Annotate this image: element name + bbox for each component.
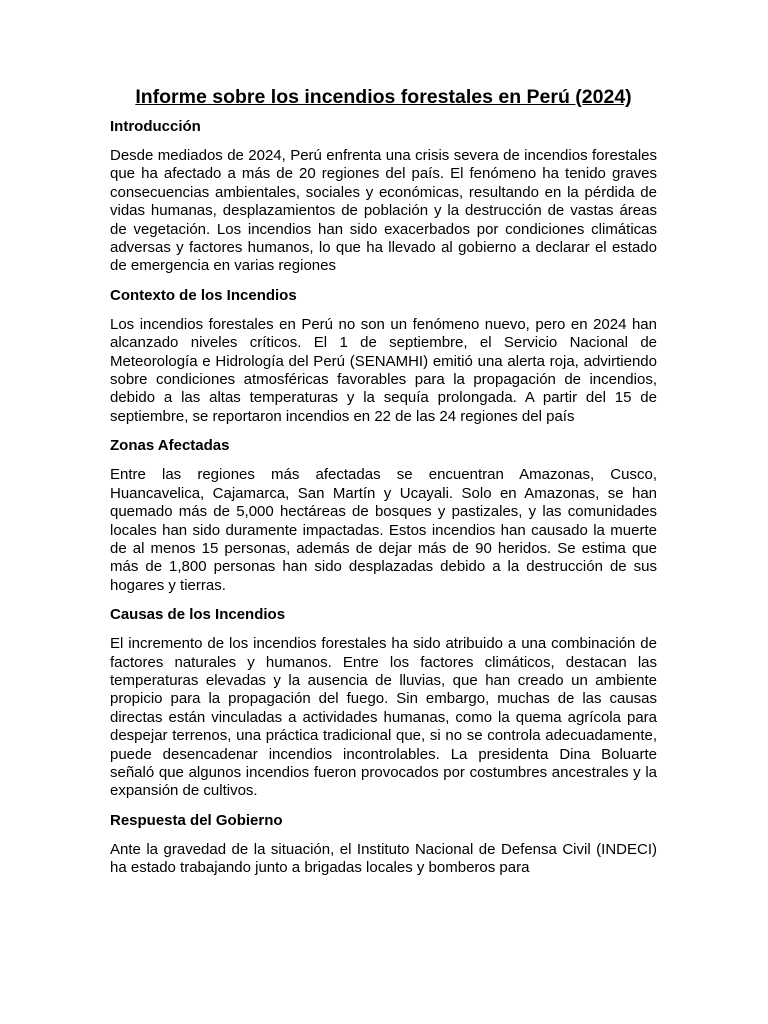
section-paragraph: Desde mediados de 2024, Perú enfrenta una crisis severa de incendios forestales que ha afectado a más de 20 regiones del país. El fenómeno ha tenido graves consecuencias ambientales, sociales y económicas, resultando en la pérdida de vidas humanas, desplazamientos de población y la destrucción de vastas áreas de vegetación. Los incendios han sido exacerbados por condiciones climáticas adversas y factores humanos, lo que ha llevado al gobierno a declarar el estado de emergencia en varias regiones [110,147,657,275]
document-page [110,84,657,889]
section-causas [110,606,657,801]
section-heading: Introducción [110,118,201,135]
section-paragraph: Entre las regiones más afectadas se encuentran Amazonas, Cusco, Huancavelica, Cajamarca, San Martín y Ucayali. Solo en Amazonas, se han quemado más de 5,000 hectáreas de bosques y pastizales, y las comunidades locales han sido duramente impactadas. Estos incendios han causado la muerte de al menos 15 personas, además de dejar más de 90 heridos. Se estima que más de 1,800 personas han sido desplazadas debido a la destrucción de sus hogares y tierras. [110,466,657,594]
section-paragraph: El incremento de los incendios forestales ha sido atribuido a una combinación de factores naturales y humanos. Entre los factores climáticos, destacan las temperaturas elevadas y la ausencia de lluvias, que han creado un ambiente propicio para la propagación del fuego. Sin embargo, muchas de las causas directas están vinculadas a actividades humanas, como la quema agrícola para despejar terrenos, una práctica tradicional que, si no se controla adecuadamente, puede desencadenar incendios incontrolables. La presidenta Dina Boluarte señaló que algunos incendios fueron provocados por costumbres ancestrales y la expansión de cultivos. [110,635,657,800]
document-title: Informe sobre los incendios forestales en Perú (2024) [135,86,632,108]
section-heading: Contexto de los Incendios [110,286,297,304]
section-heading: Respuesta del Gobierno [110,811,283,829]
section-respuesta-gobierno [110,812,657,878]
section-contexto [110,287,657,426]
section-introduccion [110,118,657,276]
section-zonas-afectadas [110,437,657,595]
section-heading: Causas de los Incendios [110,606,286,624]
section-paragraph: Los incendios forestales en Perú no son un fenómeno nuevo, pero en 2024 han alcanzado niveles críticos. El 1 de septiembre, el Servicio Nacional de Meteorología e Hidrología del Perú (SENAMHI) emitió una alerta roja, advirtiendo sobre condiciones atmosféricas favorables para la propagación de incendios, debido a las altas temperaturas y la sequía prolongada. A partir del 15 de septiembre, se reportaron incendios en 22 de las 24 regiones del país [110,315,657,425]
section-paragraph: Ante la gravedad de la situación, el Instituto Nacional de Defensa Civil (INDECI) ha estado trabajando junto a brigadas locales y bomberos para [110,840,657,877]
section-heading: Zonas Afectadas [110,437,230,455]
